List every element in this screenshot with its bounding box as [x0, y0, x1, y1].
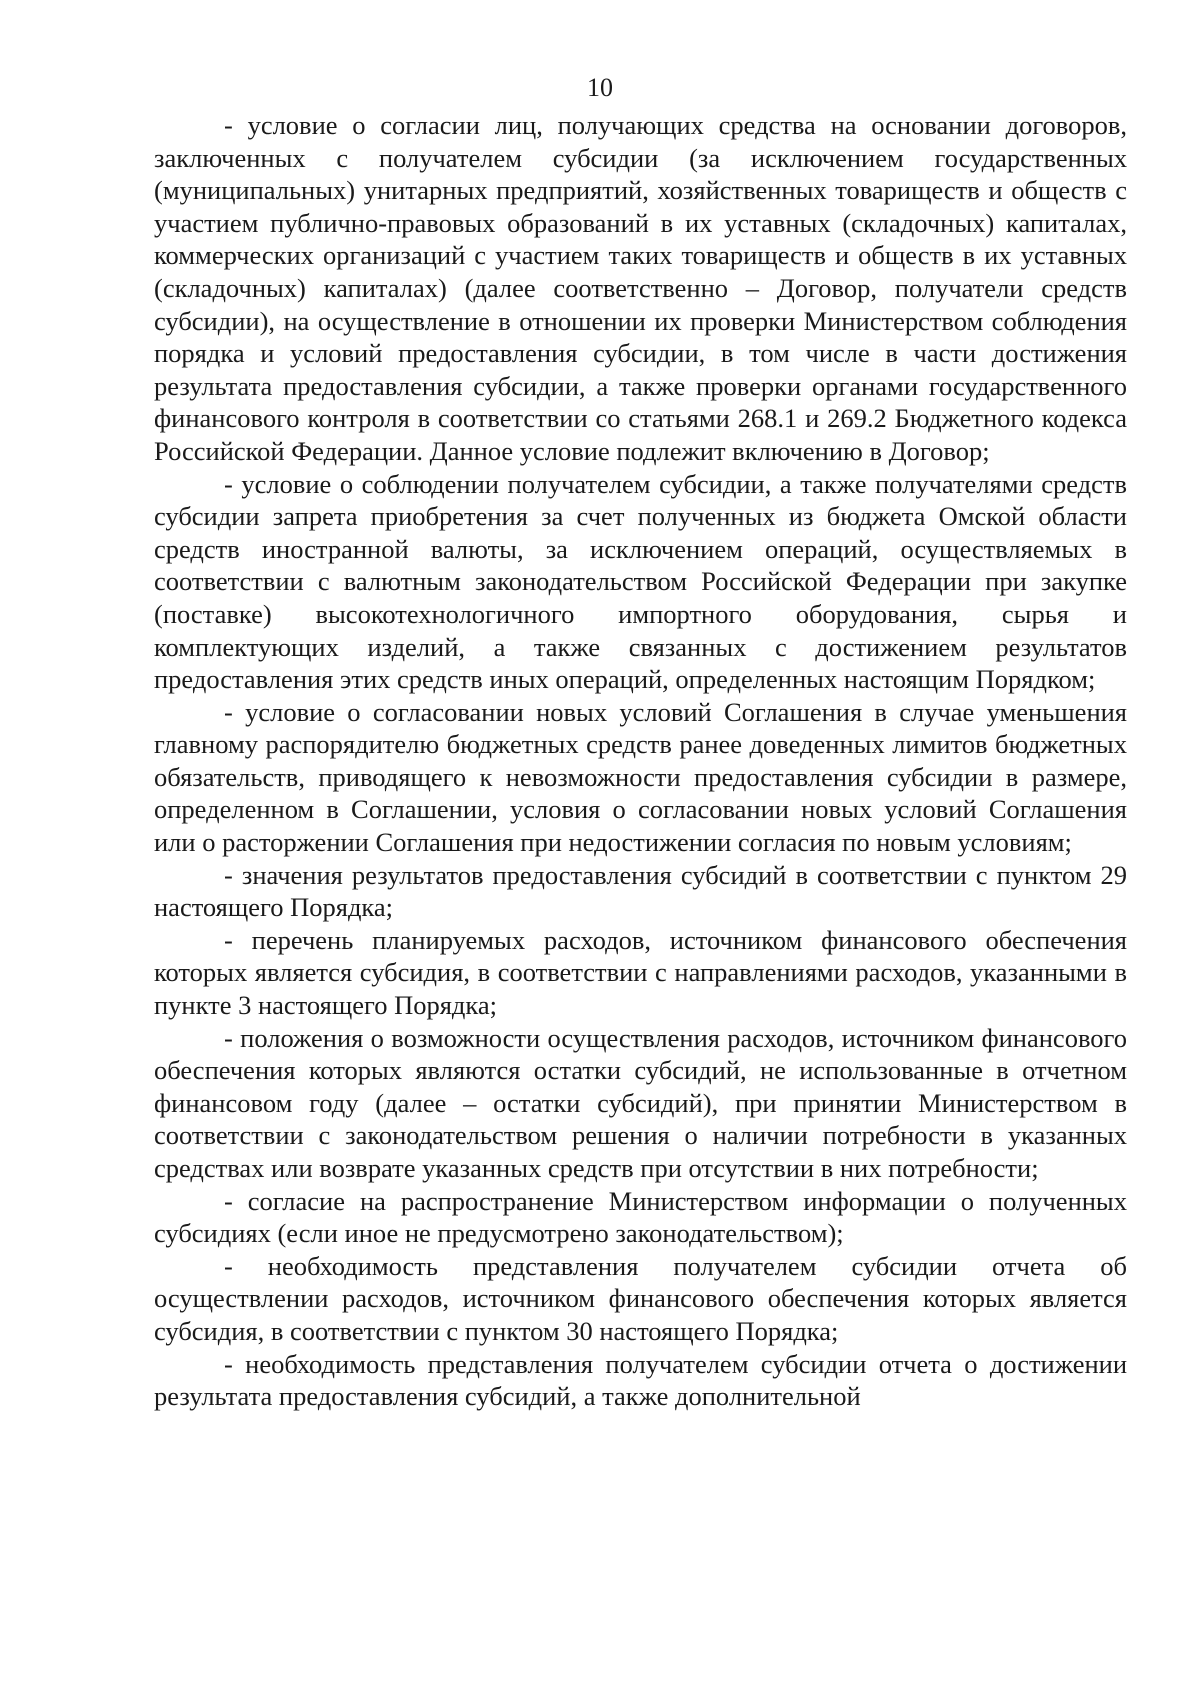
paragraph-planned-expenses: - перечень планируемых расходов, источником финансового обеспечения которых является субсидия, в соответствии с направлениями расходов, указанными в пункте 3 настоящего Порядка; [154, 924, 1127, 1021]
paragraph-result-report: - необходимость представления получателем субсидии отчета о достижении результата предоставления субсидий, а также дополнительной [154, 1348, 1127, 1412]
document-body [154, 109, 1127, 1413]
paragraph-publication-consent: - согласие на распространение Министерством информации о полученных субсидиях (если иное не предусмотрено законодательством); [154, 1185, 1127, 1249]
paragraph-contractor-audit-consent: - условие о согласии лиц, получающих средства на основании договоров, заключенных с получателем субсидии (за исключением государственных (муниципальных) унитарных предприятий, хозяйственных товариществ и обществ с участием публично-правовых образований в их уставных (складочных) капиталах, коммерческих организаций с участием таких товариществ и обществ в их уставных (складочных) капиталах) (далее соответственно – Договор, получатели средств субсидии), на осуществление в отношении их проверки Министерством соблюдения порядка и условий предоставления субсидии, в том числе в части достижения результата предоставления субсидии, а также проверки органами государственного финансового контроля в соответствии со статьями 268.1 и 269.2 Бюджетного кодекса Российской Федерации. Данное условие подлежит включению в Договор; [154, 110, 1127, 466]
paragraph-expense-report: - необходимость представления получателем субсидии отчета об осуществлении расходов, источником финансового обеспечения которых является субсидия, в соответствии с пунктом 30 настоящего Порядка; [154, 1250, 1127, 1346]
page-number: 10 [587, 73, 613, 102]
paragraph-result-values: - значения результатов предоставления субсидий в соответствии с пунктом 29 настоящего Порядка; [154, 859, 1127, 923]
paragraph-foreign-currency-ban: - условие о соблюдении получателем субсидии, а также получателями средств субсидии запрета приобретения за счет полученных из бюджета Омской области средств иностранной валюты, за исключением операций, осуществляемых в соответствии с валютным законодательством Российской Федерации при закупке (поставке) высокотехнологичного импортного оборудования, сырья и комплектующих изделий, а также связанных с достижением результатов предоставления этих средств иных операций, определенных настоящим Порядком; [154, 468, 1127, 695]
paragraph-subsidy-balances: - положения о возможности осуществления расходов, источником финансового обеспечения которых являются остатки субсидий, не использованные в отчетном финансовом году (далее – остатки субсидий), при принятии Министерством в соответствии с законодательством решения о наличии потребности в указанных средствах или возврате указанных средств при отсутствии в них потребности; [154, 1022, 1127, 1183]
paragraph-new-terms-agreement: - условие о согласовании новых условий Соглашения в случае уменьшения главному распорядителю бюджетных средств ранее доведенных лимитов бюджетных обязательств, приводящего к невозможности предоставления субсидии в размере, определенном в Соглашении, условия о согласовании новых условий Соглашения или о расторжении Соглашения при недостижении согласия по новым условиям; [154, 696, 1127, 858]
